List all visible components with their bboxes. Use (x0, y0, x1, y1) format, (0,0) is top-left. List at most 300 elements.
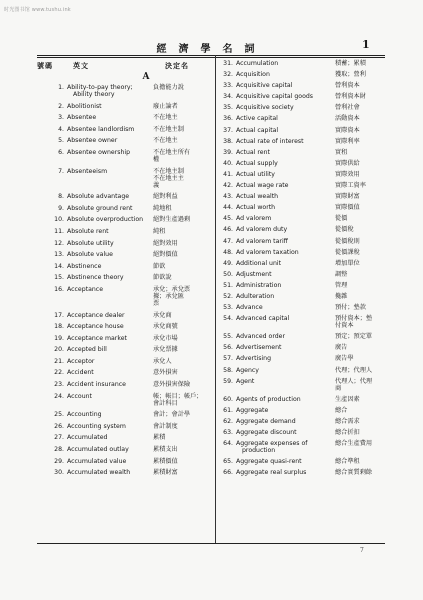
entry-chinese-term (335, 249, 385, 256)
entry-number: 1. (58, 84, 64, 91)
entry-english-term (67, 193, 153, 200)
glossary-entry (37, 458, 215, 465)
chinese-term-line: 從價 (335, 215, 348, 223)
chinese-term-line: 預付；墊款 (335, 304, 366, 312)
entry-chinese-term (153, 205, 215, 212)
glossary-entry (219, 429, 385, 436)
entry-english-term (67, 274, 153, 281)
entry-chinese-term (153, 393, 215, 407)
glossary-entry (37, 323, 215, 330)
glossary-entry (37, 193, 215, 200)
chinese-term-line: 攙雜 (335, 292, 348, 300)
entry-number: 63. (223, 429, 233, 436)
english-term-line: Advertisement (236, 344, 282, 352)
entry-english-term (236, 238, 335, 245)
entry-chinese-term (153, 103, 215, 110)
entry-number: 32. (223, 71, 233, 79)
chinese-term-line: 不在地主制 (153, 125, 184, 133)
left-entry-list (37, 84, 215, 476)
english-term-line: Aggregate discount (236, 429, 297, 436)
entry-chinese-term (335, 182, 385, 189)
glossary-entry (219, 333, 385, 340)
english-term-line: Aggregate real surplus (236, 469, 307, 477)
entry-number: 59. (223, 377, 233, 385)
entry-number: 45. (223, 215, 233, 223)
entry-number: 35. (223, 104, 233, 112)
glossary-entry (37, 251, 215, 258)
english-term-line: Account (67, 392, 92, 400)
entry-english-term (236, 226, 335, 233)
chinese-term-line: 營利資本財 (335, 93, 366, 101)
entry-number: 58. (223, 366, 233, 374)
entry-chinese-term (335, 204, 385, 211)
entry-english-term (67, 446, 153, 453)
entry-chinese-term (153, 335, 215, 342)
entry-english-term (67, 168, 153, 175)
english-term-line: Acceptance market (67, 334, 127, 342)
entry-number: 12. (54, 239, 64, 247)
glossary-entry (219, 171, 385, 178)
english-term-line: Aggregate demand (236, 417, 296, 425)
entry-number: 26. (54, 422, 64, 430)
entry-chinese-term (335, 407, 385, 414)
entry-english-term (67, 381, 153, 388)
entry-number: 20. (54, 346, 64, 354)
entry-chinese-term (335, 378, 385, 392)
entry-number: 41. (223, 170, 233, 178)
entry-english-term (236, 60, 335, 67)
entry-number: 40. (223, 159, 233, 167)
glossary-entry (219, 458, 385, 465)
chinese-term-line: 純地租 (153, 204, 172, 212)
glossary-entry (219, 355, 385, 362)
chinese-term-line: 票 (153, 299, 160, 307)
entry-english-term (67, 411, 153, 418)
entry-chinese-term (335, 355, 385, 362)
entry-chinese-term (335, 82, 385, 89)
entry-number: 51. (223, 281, 233, 289)
english-term-line: Acceptance (67, 285, 104, 293)
glossary-entry (219, 304, 385, 311)
chinese-term-line: 實際工資率 (335, 182, 366, 190)
entry-number: 15. (54, 274, 64, 282)
glossary-entry (219, 469, 385, 476)
english-term-line: Acceptance dealer (67, 311, 125, 319)
entry-english-term (67, 263, 153, 270)
entry-english-term (236, 115, 335, 122)
entry-number: 13. (54, 251, 64, 259)
entry-chinese-term (153, 126, 215, 133)
chinese-term-line: 義 (153, 181, 160, 189)
entry-english-term (67, 103, 153, 110)
entry-chinese-term (335, 333, 385, 340)
chinese-term-line: 從價課稅 (335, 248, 360, 256)
glossary-entry (219, 396, 385, 403)
english-term-line: Accumulated wealth (67, 469, 131, 477)
english-term-line: Ad valorem taxation (236, 248, 299, 256)
english-term-line: Accounting (67, 411, 102, 419)
entry-english-term (236, 458, 335, 465)
chinese-term-line: 從價稅 (335, 226, 354, 234)
entry-chinese-term (335, 93, 385, 100)
glossary-entry (37, 369, 215, 376)
glossary-entry (37, 335, 215, 342)
chinese-term-line: 承兌票據 (153, 346, 178, 354)
glossary-entry (37, 286, 215, 307)
chinese-term-line: 節欲說 (153, 274, 172, 282)
right-column (219, 60, 385, 480)
english-term-line: Absolute rent (67, 227, 109, 235)
entry-number: 23. (54, 381, 64, 389)
glossary-entry (219, 260, 385, 267)
english-term-line: Actual worth (236, 204, 276, 212)
glossary-entry (219, 344, 385, 351)
chinese-term-line: 獲取；營利 (335, 71, 366, 79)
entry-number: 30. (54, 469, 64, 477)
entry-number: 24. (54, 392, 64, 400)
chinese-term-line: 絕對價值 (153, 251, 178, 259)
entry-number: 42. (223, 182, 233, 190)
entry-chinese-term (153, 312, 215, 319)
chinese-term-line: 總合生產費用 (335, 440, 373, 448)
chinese-term-line: 會計制度 (153, 422, 178, 430)
chinese-term-line: 會計科目 (153, 399, 178, 407)
entry-number: 36. (223, 115, 233, 123)
entry-number: 48. (223, 248, 233, 256)
english-term-line: Absolute value (67, 251, 113, 259)
english-term-line: Advanced capital (236, 315, 290, 323)
entry-number: 2. (58, 102, 64, 110)
entry-chinese-term (335, 304, 385, 311)
glossary-entry (37, 216, 215, 223)
chinese-term-line: 營利資本 (335, 82, 360, 90)
entry-chinese-term (335, 215, 385, 222)
entry-chinese-term (335, 458, 385, 465)
entry-chinese-term (153, 381, 215, 388)
entry-chinese-term (153, 251, 215, 258)
chinese-term-line: 累積 (153, 434, 166, 442)
entry-chinese-term (335, 440, 385, 447)
glossary-entry (37, 446, 215, 453)
english-term-line: Adjustment (236, 270, 272, 278)
glossary-entry (219, 82, 385, 89)
entry-number: 7. (58, 167, 64, 175)
chinese-term-line: 預付資本；墊 (335, 315, 373, 323)
chinese-term-line: 代理；代理人 (335, 366, 373, 374)
english-term-line: Accumulated value (67, 457, 127, 465)
entry-english-term (236, 171, 335, 178)
entry-english-term (236, 293, 335, 300)
entry-english-term (236, 149, 335, 156)
entry-chinese-term (153, 369, 215, 376)
glossary-entry (219, 182, 385, 189)
entry-chinese-term (335, 115, 385, 122)
entry-english-term (236, 396, 335, 403)
english-term-line: Accumulated (67, 434, 108, 442)
entry-number: 10. (54, 216, 64, 224)
entry-chinese-term (335, 226, 385, 233)
glossary-entry (219, 249, 385, 256)
entry-number: 17. (54, 311, 64, 319)
entry-number: 3. (58, 114, 64, 122)
glossary-entry (219, 271, 385, 278)
english-term-line: Adulteration (236, 292, 275, 300)
entry-english-term (236, 193, 335, 200)
entry-english-term (67, 205, 153, 212)
glossary-entry (37, 423, 215, 430)
entry-number: 31. (223, 60, 233, 67)
glossary-entry (219, 215, 385, 222)
entry-english-term (236, 271, 335, 278)
entry-english-term (67, 393, 153, 400)
entry-chinese-term (335, 171, 385, 178)
entry-english-term (67, 458, 153, 465)
chinese-term-line: 不在地主 (153, 114, 178, 122)
chinese-term-line: 累積價值 (153, 457, 178, 465)
entry-english-term (236, 440, 335, 454)
chinese-term-line: 純租 (153, 227, 166, 235)
glossary-entry (37, 240, 215, 247)
entry-number: 60. (223, 395, 233, 403)
entry-number: 11. (54, 227, 64, 235)
english-term-line: Administration (236, 281, 282, 289)
glossary-entry (219, 315, 385, 329)
english-term-line: Actual rent (236, 148, 270, 156)
entry-english-term (236, 407, 335, 414)
glossary-entry (219, 282, 385, 289)
entry-number: 65. (223, 458, 233, 466)
entry-english-term (236, 93, 335, 100)
entry-number: 39. (223, 148, 233, 156)
glossary-entry (219, 127, 385, 134)
chinese-term-line: 付資本 (335, 322, 354, 330)
entry-number: 29. (54, 457, 64, 465)
entry-number: 27. (54, 434, 64, 442)
entry-chinese-term (153, 446, 215, 453)
entry-english-term (236, 160, 335, 167)
glossary-entry (37, 137, 215, 144)
entry-number: 21. (54, 357, 64, 365)
bottom-rule (37, 543, 385, 544)
english-term-line: Agency (236, 366, 259, 374)
entry-chinese-term (153, 216, 215, 223)
entry-chinese-term (153, 193, 215, 200)
entry-english-term (67, 369, 153, 376)
entry-chinese-term (335, 160, 385, 167)
entry-chinese-term (153, 458, 215, 465)
entry-number: 57. (223, 355, 233, 363)
english-term-line: Ad valorem (236, 215, 272, 223)
chinese-term-line: 承兌商號 (153, 323, 178, 331)
english-term-line: Absentee ownership (67, 148, 131, 156)
english-term-line: Actual wage rate (236, 182, 289, 190)
chinese-term-line: 實際資本 (335, 126, 360, 134)
chinese-term-line: 承兌；承兌票 (153, 285, 191, 293)
chinese-term-line: 絕對效用 (153, 239, 178, 247)
chinese-term-line: 商 (335, 384, 342, 392)
entry-english-term (236, 215, 335, 222)
entry-chinese-term (335, 104, 385, 111)
chinese-term-line: 總合準租 (335, 458, 360, 466)
entry-english-term (67, 346, 153, 353)
english-term-line: Acquisitive capital goods (236, 93, 314, 101)
entry-chinese-term (335, 149, 385, 156)
glossary-entry (37, 149, 215, 163)
entry-english-term (67, 216, 153, 223)
chinese-term-line: 增加單位 (335, 259, 360, 267)
entry-english-term (67, 423, 153, 430)
english-term-line: Acquisitive capital (236, 82, 293, 90)
english-term-line: Actual capital (236, 126, 279, 134)
glossary-entry (219, 238, 385, 245)
chinese-term-line: 會計；會計學 (153, 411, 191, 419)
entry-english-term (236, 367, 335, 374)
entry-number: 64. (223, 440, 233, 448)
english-header: 英文 (73, 61, 89, 70)
entry-number: 53. (223, 304, 233, 312)
english-term-line: Ability-to-pay theory; (67, 84, 133, 91)
glossary-entry (37, 274, 215, 281)
entry-english-term (236, 333, 335, 340)
column-divider (215, 55, 216, 543)
english-term-line: Advanced order (236, 333, 286, 341)
entry-english-term (67, 251, 153, 258)
entry-chinese-term (335, 60, 385, 67)
entry-english-term (236, 418, 335, 425)
english-term-line: Acceptance house (67, 323, 124, 331)
entry-english-term (67, 312, 153, 319)
english-term-line: Ability theory (73, 91, 115, 98)
entry-number: 5. (58, 137, 64, 145)
entry-english-term (67, 137, 153, 144)
english-term-line: Absentee landlordism (67, 125, 135, 133)
entry-english-term (236, 71, 335, 78)
chinese-term-line: 據；承兌匯 (153, 292, 184, 300)
glossary-entry (219, 367, 385, 374)
entry-english-term (236, 304, 335, 311)
english-term-line: Accepted bill (67, 346, 107, 354)
english-term-line: Acceptor (67, 357, 95, 365)
page-number: 1 (362, 38, 370, 51)
english-term-line: Aggregate (236, 406, 269, 414)
english-term-line: Aggregate expenses of (236, 440, 308, 448)
entry-chinese-term (335, 315, 385, 329)
entry-number: 46. (223, 226, 233, 234)
glossary-entry (219, 60, 385, 67)
chinese-term-line: 不在地主 (153, 137, 178, 145)
glossary-entry (219, 204, 385, 211)
english-term-line: Acquisitive society (236, 104, 294, 112)
chinese-term-line: 總合折扣 (335, 429, 360, 436)
entry-number: 8. (58, 193, 64, 201)
entry-english-term (236, 82, 335, 89)
chinese-term-line: 不在地主主 (153, 174, 184, 182)
entry-number: 33. (223, 82, 233, 90)
english-term-line: Abstinence theory (67, 274, 124, 282)
english-term-line: Aggregate quasi-rent (236, 458, 302, 466)
entry-number: 25. (54, 411, 64, 419)
glossary-entry (37, 411, 215, 418)
entry-chinese-term (153, 114, 215, 121)
glossary-entry (37, 205, 215, 212)
entry-chinese-term (335, 429, 385, 436)
chinese-term-line: 不在地主所有 (153, 148, 191, 156)
chinese-term-line: 廢止論者 (153, 102, 178, 110)
entry-english-term (67, 126, 153, 133)
entry-number: 19. (54, 334, 64, 342)
entry-number: 9. (58, 204, 64, 212)
entry-english-term (236, 355, 335, 362)
entry-english-term (67, 240, 153, 247)
glossary-entry (219, 407, 385, 414)
english-term-line: Accident insurance (67, 381, 126, 389)
glossary-entry (37, 126, 215, 133)
english-term-line: Absolute overproduction (67, 216, 144, 224)
top-rule-thin (37, 57, 385, 58)
entry-chinese-term (153, 423, 215, 430)
column-header (37, 60, 215, 72)
entry-number: 16. (54, 285, 64, 293)
entry-english-term (236, 127, 335, 134)
chinese-term-line: 預定；預定單 (335, 333, 373, 341)
glossary-entry (37, 346, 215, 353)
glossary-entry (37, 168, 215, 189)
chinese-term-line: 代理人；代理 (335, 377, 373, 385)
chinese-term-line: 調整 (335, 270, 348, 278)
entry-english-term (236, 344, 335, 351)
entry-chinese-term (153, 228, 215, 235)
entry-chinese-term (335, 418, 385, 425)
glossary-entry (219, 378, 385, 392)
glossary-entry (37, 228, 215, 235)
entry-chinese-term (335, 396, 385, 403)
chinese-term-line: 從價稅則 (335, 237, 360, 245)
entry-chinese-term (153, 240, 215, 247)
english-term-line: Absentee (67, 114, 97, 122)
entry-chinese-term (335, 282, 385, 289)
chinese-term-line: 總合 (335, 406, 348, 414)
english-term-line: Agents of production (236, 395, 301, 403)
entry-chinese-term (153, 469, 215, 476)
glossary-entry (37, 103, 215, 110)
top-rule (37, 55, 385, 56)
entry-number: 62. (223, 417, 233, 425)
chinese-term-line: 節欲 (153, 262, 166, 270)
entry-chinese-term (153, 411, 215, 418)
chinese-term-line: 廣告學 (335, 355, 354, 363)
entry-english-term (236, 282, 335, 289)
chinese-term-line: 廣告 (335, 344, 348, 352)
entry-number: 47. (223, 237, 233, 245)
chinese-term-line: 絕對生產過剩 (153, 216, 191, 224)
entry-english-term (67, 358, 153, 365)
chinese-term-line: 實租 (335, 148, 348, 156)
chinese-term-line: 不在地主制 (153, 167, 184, 175)
glossary-entry (219, 293, 385, 300)
entry-chinese-term (153, 149, 215, 163)
chinese-term-line: 實際價值 (335, 204, 360, 212)
entry-chinese-term (153, 137, 215, 144)
entry-chinese-term (335, 367, 385, 374)
entry-number: 28. (54, 446, 64, 454)
english-term-line: Agent (236, 377, 255, 385)
english-term-line: Absenteeism (67, 167, 108, 175)
chinese-term-line: 營利社會 (335, 104, 360, 112)
entry-english-term (67, 286, 153, 293)
english-term-line: Actual utility (236, 170, 275, 178)
chinese-term-line: 實際利率 (335, 137, 360, 145)
english-term-line: Absolute utility (67, 239, 114, 247)
